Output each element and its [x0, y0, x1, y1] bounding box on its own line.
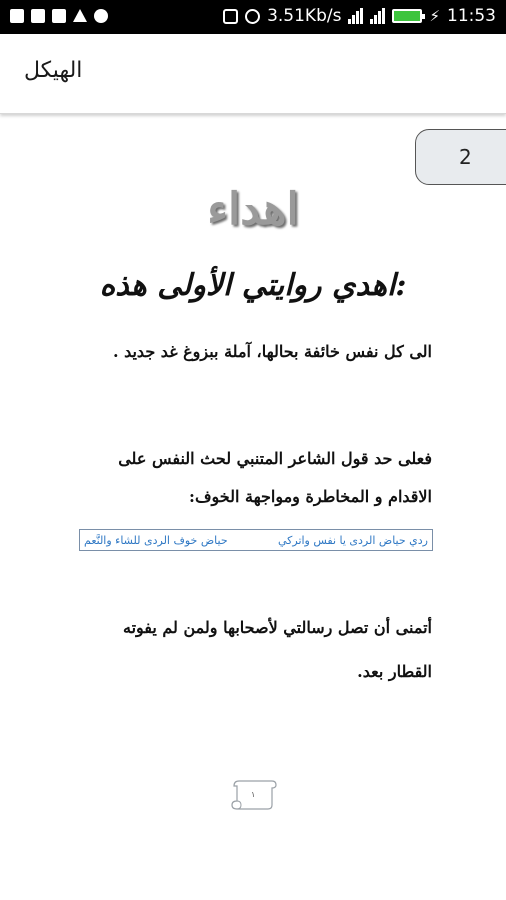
dedication-title: اهداء	[207, 184, 299, 235]
network-speed: 3.51Kb/s	[267, 6, 342, 26]
qr-icon	[31, 9, 45, 23]
charging-icon: ⚡	[429, 7, 440, 25]
clock: 11:53	[447, 6, 496, 26]
dedication-paragraph-1: الى كل نفس خائفة بحالها، آملة ببزوغ غد جديد .	[112, 342, 432, 361]
system-icons	[223, 6, 496, 26]
warning-icon	[73, 9, 87, 22]
signal-bars-icon	[370, 8, 385, 24]
vibrate-icon	[223, 9, 238, 24]
image-icon	[10, 9, 24, 23]
dedication-subtitle: اهدي روايتي الأولى هذه:	[99, 268, 407, 303]
signal-h-icon	[348, 8, 363, 24]
verse-second-hemistich: حياض خوف الردى للشاء والنَّعم	[84, 534, 228, 547]
status-bar	[0, 0, 506, 34]
dedication-paragraph-3: أتمنى أن تصل رسالتي لأصحابها ولمن لم يفوته القطار بعد.	[122, 618, 432, 681]
sim-icon	[52, 9, 66, 23]
page-number-tab[interactable]	[415, 129, 506, 185]
verse-first-hemistich: ردي حياض الردى يا نفس واتركي	[277, 534, 428, 547]
dedication-paragraph-2: فعلى حد قول الشاعر المتنبي لحث النفس على الاقدام و المخاطرة ومواجهة الخوف:	[118, 449, 432, 506]
scroll-ornament-icon	[228, 778, 278, 812]
app-bar	[0, 34, 506, 114]
notification-icons	[10, 9, 108, 23]
key-icon	[94, 9, 108, 23]
page-number: 2	[459, 145, 472, 169]
alarm-icon	[245, 9, 260, 24]
footer-page-number: ١	[251, 790, 256, 799]
poem-verse-box	[79, 529, 433, 551]
app-title: الهيكل	[24, 58, 83, 83]
battery-icon	[392, 9, 422, 23]
